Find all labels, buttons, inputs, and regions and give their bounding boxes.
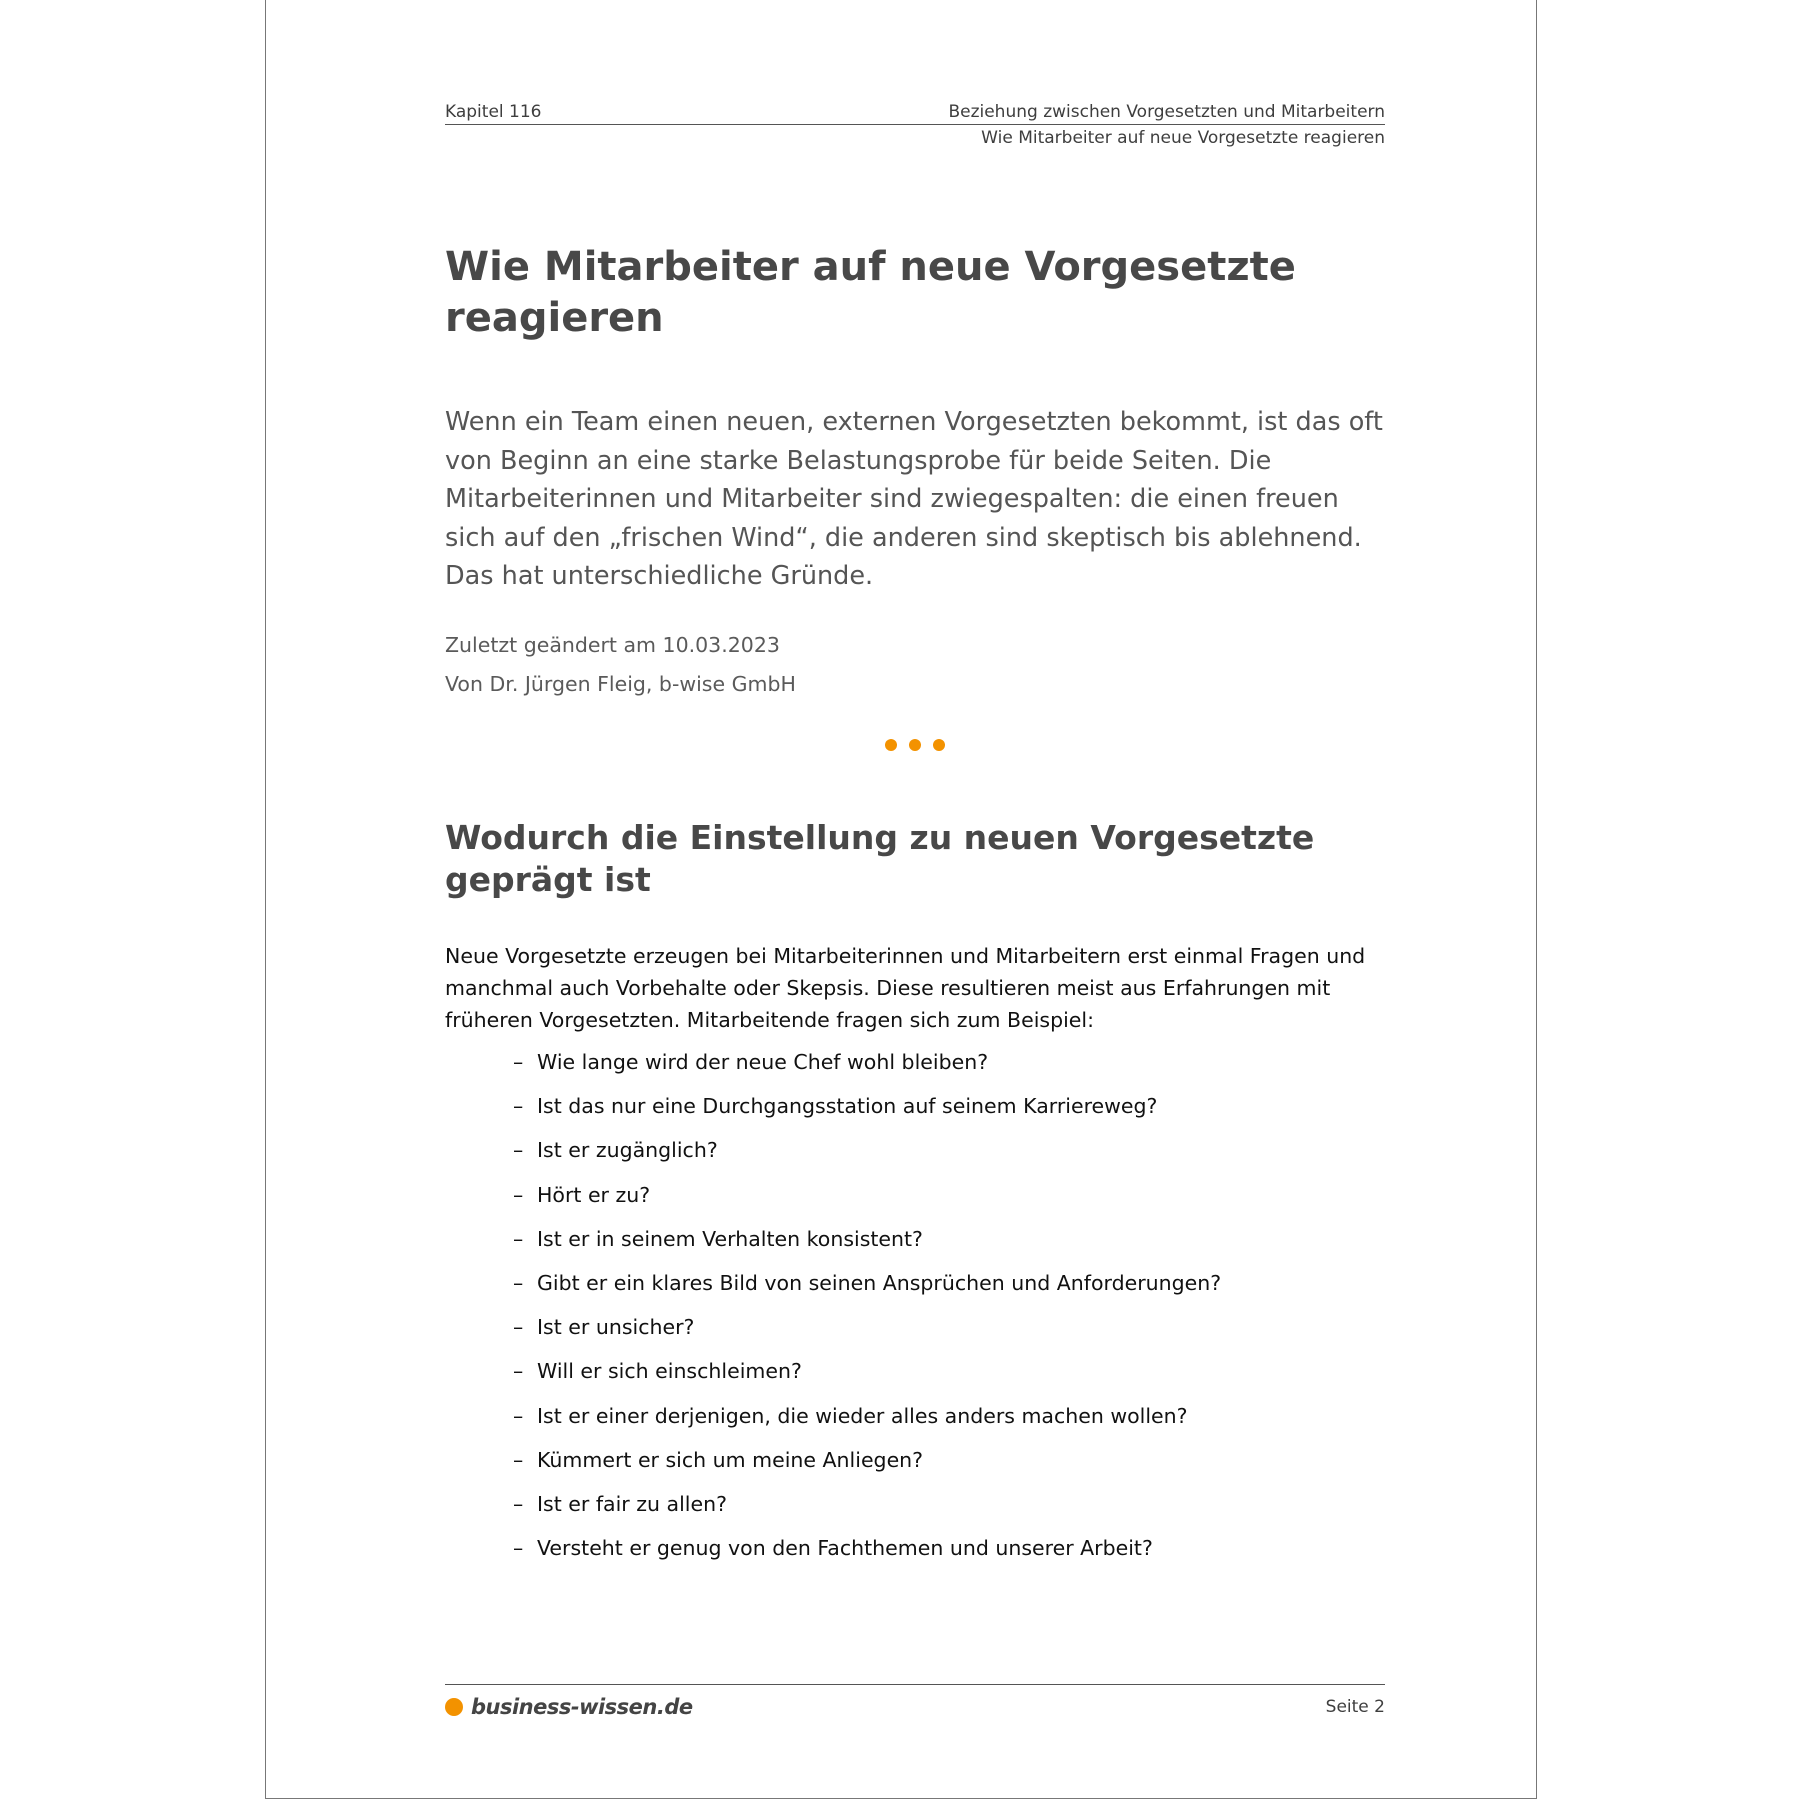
- page-footer: [445, 1684, 1385, 1719]
- dash-marker: –: [513, 1050, 524, 1074]
- dash-marker: –: [513, 1315, 524, 1340]
- section-label: Beziehung zwischen Vorgesetzten und Mitarbeitern: [948, 102, 1385, 122]
- section-paragraph: Neue Vorgesetzte erzeugen bei Mitarbeiterinnen und Mitarbeitern erst einmal Fragen und manchmal auch Vorbehalte oder Skepsis. Diese resultieren meist aus Erfahrungen mit früheren Vorgesetzten. Mitarbeitende fragen sich zum Beispiel:: [445, 944, 1366, 1032]
- brand-dot-icon: [445, 1698, 463, 1716]
- brand-name: business-wissen.de: [471, 1695, 693, 1719]
- dash-marker: –: [513, 1138, 524, 1163]
- question-text: Ist er in seinem Verhalten konsistent?: [537, 1226, 923, 1251]
- question-text: Ist er einer derjenigen, die wieder alles anders machen wollen?: [537, 1403, 1188, 1428]
- dash-marker: –: [513, 1182, 524, 1207]
- dot-icon: [885, 739, 897, 751]
- question-text: Ist er zugänglich?: [537, 1138, 718, 1163]
- list-item: [513, 1355, 1221, 1399]
- list-item: [513, 1311, 1221, 1355]
- question-text: Kümmert er sich um meine Anliegen?: [537, 1447, 924, 1472]
- list-item: [513, 1046, 1221, 1090]
- dash-marker: –: [513, 1403, 524, 1428]
- page-number: Seite 2: [1325, 1697, 1385, 1717]
- question-list: [513, 1046, 1221, 1576]
- question-text: Ist er unsicher?: [537, 1315, 695, 1340]
- dash-marker: –: [513, 1226, 524, 1251]
- dash-marker: –: [513, 1270, 524, 1295]
- last-changed-date: Zuletzt geändert am 10.03.2023: [445, 633, 780, 657]
- lead-paragraph: Wenn ein Team einen neuen, externen Vorgesetzten bekommt, ist das oft von Beginn an eine starke Belastungsprobe für beide Seiten. Die Mitarbeiterinnen und Mitarbeiter sind zwiegespalten: die einen freuen sich auf den „frischen Wind“, die anderen sind skeptisch bis ablehnend. Das hat unterschiedliche Gründe.: [445, 407, 1383, 591]
- dash-marker: –: [513, 1491, 524, 1516]
- running-header: [445, 100, 1385, 148]
- chapter-label: Kapitel 116: [445, 102, 542, 122]
- section-heading: Wodurch die Einstellung zu neuen Vorgesetzte geprägt ist: [445, 818, 1315, 899]
- dash-marker: –: [513, 1536, 524, 1561]
- list-item: [513, 1134, 1221, 1178]
- list-item: [513, 1488, 1221, 1532]
- question-text: Hört er zu?: [537, 1182, 651, 1207]
- separator-dots: [445, 739, 1385, 751]
- question-text: Wie lange wird der neue Chef wohl bleiben?: [537, 1050, 989, 1074]
- list-item: [513, 1444, 1221, 1488]
- dash-marker: –: [513, 1094, 524, 1119]
- question-text: Will er sich einschleimen?: [537, 1359, 802, 1384]
- brand-logo: [445, 1695, 693, 1719]
- list-item: [513, 1400, 1221, 1444]
- list-item: [513, 1223, 1221, 1267]
- question-text: Versteht er genug von den Fachthemen und unserer Arbeit?: [537, 1536, 1153, 1561]
- list-item: [513, 1179, 1221, 1223]
- question-text: Ist das nur eine Durchgangsstation auf seinem Karriereweg?: [537, 1094, 1158, 1119]
- question-text: Gibt er ein klares Bild von seinen Ansprüchen und Anforderungen?: [537, 1270, 1222, 1295]
- list-item: [513, 1532, 1221, 1576]
- list-item: [513, 1090, 1221, 1134]
- article-title: Wie Mitarbeiter auf neue Vorgesetzte reagieren: [445, 244, 1296, 341]
- subsection-label: Wie Mitarbeiter auf neue Vorgesetzte reagieren: [981, 128, 1385, 148]
- author-line: Von Dr. Jürgen Fleig, b-wise GmbH: [445, 672, 796, 696]
- dot-icon: [933, 739, 945, 751]
- dot-icon: [909, 739, 921, 751]
- dash-marker: –: [513, 1447, 524, 1472]
- dash-marker: –: [513, 1359, 524, 1384]
- list-item: [513, 1267, 1221, 1311]
- question-text: Ist er fair zu allen?: [537, 1491, 727, 1516]
